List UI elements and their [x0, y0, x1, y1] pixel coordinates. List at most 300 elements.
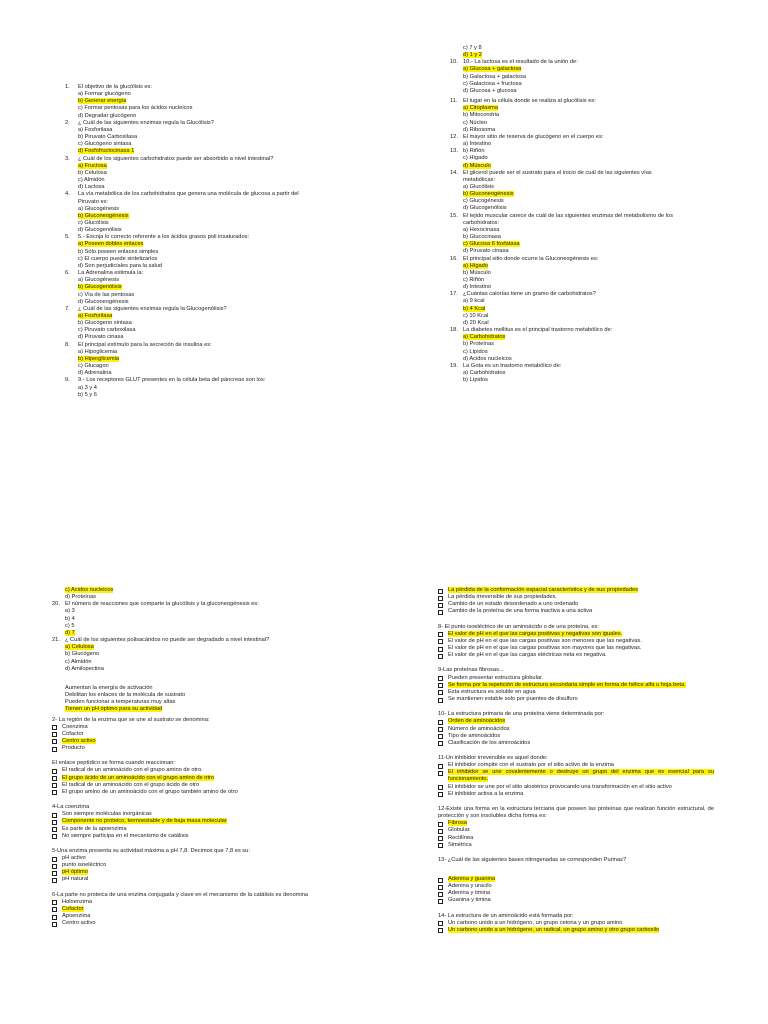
question-line	[65, 84, 355, 91]
checkbox-option	[52, 767, 322, 774]
option-text: pH natural	[62, 876, 89, 883]
answer-option	[52, 651, 322, 658]
option-text: c) Glucólisis	[78, 219, 109, 226]
option-text: d) Fosfofructocinasa 1	[78, 148, 135, 155]
option-text: b) Gluconeogénesis	[463, 191, 514, 198]
option-text: No siempre participa en el mecanismo de catálisis	[62, 832, 189, 839]
option-text: c) Almidón	[65, 658, 92, 665]
question-line	[450, 148, 740, 155]
question-number: 3.	[65, 155, 70, 162]
question-line	[450, 256, 740, 263]
question-line	[52, 637, 322, 644]
question-text: 11-Un inhibidor irreversible es aquel donde:	[438, 754, 548, 761]
option-text: d) Proteínas	[65, 594, 96, 601]
question-number: 10.	[450, 59, 458, 66]
option-text: b) Lípidos	[463, 377, 488, 384]
checkbox-option-highlighted	[438, 587, 714, 594]
answer-option	[65, 263, 355, 270]
checkbox-option	[52, 782, 322, 789]
question-number: 12.	[450, 133, 458, 140]
question-paragraph	[438, 806, 714, 820]
spacer	[438, 798, 714, 806]
checkbox-option-highlighted	[52, 869, 322, 876]
checkbox-option	[52, 811, 322, 818]
option-text: Adenina y timina	[448, 890, 491, 897]
answer-option	[52, 594, 322, 601]
answer-option	[450, 270, 740, 277]
question-heading	[438, 913, 714, 920]
answer-option	[450, 198, 740, 205]
answer-option-highlighted	[450, 306, 740, 313]
option-text: Cambio de un estado desordenado a uno ordenado	[448, 601, 579, 608]
answer-option	[65, 170, 355, 177]
question-text: La diabetes mellitus es el principal trastorno metabólico de:	[463, 327, 613, 334]
question-number: 1.	[65, 84, 70, 90]
option-text: Simétrica	[448, 841, 472, 848]
question-text: El número de reacciones que comparte la glucólisis y la gluconeogénesis es:	[65, 601, 259, 608]
option-text: b) Glucogenólisis	[78, 284, 122, 291]
option-text: El inhibidor se une covalentemente o destruye un grupo del enzima que es esencial para su funcionamiento.	[448, 769, 714, 783]
checkbox-option-highlighted	[438, 820, 714, 827]
answer-option	[65, 299, 355, 306]
option-text: c) Galactosa + fructosa	[463, 80, 522, 87]
option-text: c) Núcleo	[463, 119, 488, 126]
answer-option	[450, 88, 740, 95]
question-number: 13.	[450, 148, 458, 155]
question-text: 8- El punto isoeléctrico de un aminoácido o de una proteína, es:	[438, 623, 599, 630]
option-text: c) Glucosa 6 fosfatasa	[463, 241, 520, 248]
answer-option-highlighted	[450, 66, 740, 73]
question-heading	[438, 857, 714, 864]
answer-option	[450, 120, 740, 127]
option-text: b) Gluconeogénesis	[78, 212, 129, 219]
option-text: Un carbono unido a un hidrógeno, un radical, un grupo amino y otro grupo carboxilo	[448, 926, 660, 933]
question-number: 21.	[52, 637, 60, 644]
answer-option	[450, 248, 740, 255]
option-text: b) Glucógeno sintasa	[78, 320, 132, 327]
question-text: 9-Las proteínas fibrosas...	[438, 667, 504, 674]
option-text: c) Almidón	[78, 177, 105, 184]
question-heading	[438, 755, 714, 762]
question-number: 6.	[65, 270, 70, 277]
checkbox-option	[438, 842, 714, 849]
option-text: Cofactor	[62, 905, 84, 912]
option-text: d) Músculo	[463, 162, 491, 169]
checkbox-option	[52, 899, 322, 906]
option-text: c) Acidos nucleicos	[65, 587, 114, 593]
checkbox-option-highlighted	[438, 876, 714, 883]
option-text: a) 3	[65, 608, 75, 615]
question-line	[65, 342, 355, 349]
spacer	[438, 905, 714, 913]
option-text: c) Glucagon	[78, 363, 109, 370]
option-text: Esta estructura es soluble en agua	[448, 688, 536, 695]
answer-option	[450, 112, 740, 119]
question-number: 14.	[450, 169, 458, 176]
option-text: d) Degradar glucógeno	[78, 112, 137, 119]
checkbox-option	[438, 897, 714, 904]
option-text: d) 20 Kcal	[463, 319, 489, 326]
option-text: b) 5 y 6	[78, 391, 97, 398]
answer-option	[52, 608, 322, 615]
checkbox-option-highlighted	[438, 631, 714, 638]
option-text: Guanina y timina	[448, 897, 491, 904]
checkbox-option	[438, 638, 714, 645]
option-text: c) El cuerpo puede sintetizarlos	[78, 255, 158, 262]
option-text: Fibrosa	[448, 820, 467, 827]
checkbox-option-highlighted	[52, 906, 322, 913]
checkbox-option-highlighted	[438, 927, 714, 934]
answer-option	[450, 74, 740, 81]
answer-option	[65, 127, 355, 134]
answer-option-highlighted	[450, 263, 740, 270]
option-text: c) 7 y 8	[463, 45, 482, 51]
answer-option	[65, 113, 355, 120]
option-text: d) Adrenalina	[78, 370, 112, 377]
question-line	[65, 270, 355, 277]
option-text: d) Glucogenólisis	[78, 227, 122, 234]
question-number: 7.	[65, 305, 70, 312]
question-text: 9.- Los receptores GLUT presentes en la célula beta del páncreas son los:	[78, 377, 266, 384]
option-text: b) Glucógeno	[65, 651, 100, 658]
question-heading	[52, 848, 322, 855]
question-number: 2.	[65, 119, 70, 126]
option-text: Globular.	[448, 827, 471, 834]
question-text: La vía metabólica de los carbohidratos que genera una molécula de glucosa a partir del	[78, 191, 299, 198]
option-text: d) Ribosoma	[463, 126, 496, 133]
question-text: ¿ Cuál de los siguientes polisacáridos no puede ser degradado a nivel intestinal?	[65, 637, 270, 644]
question-text: El enlace peptídico se forma cuando reaccionan:	[52, 760, 175, 767]
option-text: Holoenzima	[62, 898, 93, 905]
answer-option-highlighted	[450, 163, 740, 170]
spacer	[438, 864, 714, 876]
option-text: a) Carbohidratos	[463, 370, 506, 377]
option-text: Orden de aminoácidos	[448, 718, 506, 725]
answer-option	[65, 363, 355, 370]
option-text: d) 1 y 2	[463, 52, 482, 59]
option-text: d) Piruvato cinasa	[463, 248, 509, 255]
option-text: El valor de pH en el que las cargas positivas y negativas son iguales.	[448, 630, 623, 637]
option-text: Apoenzima	[62, 913, 91, 920]
checkbox-option-highlighted	[438, 682, 714, 689]
checkbox-option-highlighted	[438, 718, 714, 725]
answer-option	[450, 45, 740, 52]
option-text: a) Carbohidratos	[463, 334, 506, 341]
answer-option	[450, 220, 740, 227]
option-text: c) Vía de las pentosas	[78, 291, 135, 298]
checkbox-option	[52, 920, 322, 927]
question-number: 11.	[450, 98, 458, 105]
answer-option-highlighted	[52, 587, 322, 594]
option-text: b) Proteínas	[463, 341, 494, 348]
question-text: 4-La coenzima	[52, 804, 90, 811]
option-text: pH activo	[62, 855, 86, 861]
checkbox-option	[438, 696, 714, 703]
question-number: 18.	[450, 327, 458, 334]
answer-option	[65, 141, 355, 148]
answer-option-highlighted	[65, 213, 355, 220]
question-text: 6-La parte no proteica de una enzima conjugada y clave en el mecanismo de la catálisis es denomina	[52, 891, 309, 898]
option-text: Componente no proteico, termoestable y de baja masa molecular	[62, 818, 227, 825]
question-number: 19.	[450, 362, 458, 369]
answer-option	[450, 349, 740, 356]
question-line	[450, 98, 740, 105]
answer-option	[52, 616, 322, 623]
question-number: 16.	[450, 255, 458, 262]
question-number: 8.	[65, 341, 70, 348]
option-text: c) 5	[65, 622, 75, 629]
option-text: El inhibidor activa a la enzima	[448, 790, 524, 797]
answer-option-highlighted	[52, 630, 322, 637]
answer-option-highlighted	[450, 191, 740, 198]
spacer	[52, 752, 322, 760]
option-text: a) Fosforilasa	[78, 313, 113, 319]
option-text: Piruvato es:	[78, 198, 109, 205]
answer-option-highlighted	[65, 356, 355, 363]
option-text: b) Generar energía	[78, 98, 127, 105]
option-text: El valor de pH en el que las cargas positivas son menores que las negativas.	[448, 637, 642, 644]
answer-option	[450, 341, 740, 348]
spacer	[52, 884, 322, 892]
option-text: a) Fosforilasa	[78, 126, 113, 133]
spacer	[52, 673, 322, 685]
answer-option	[65, 105, 355, 112]
question-text: La Adrenalina estimula la:	[78, 270, 144, 277]
question-text: El principal sitio donde ocurre la Gluconeogénesis es:	[463, 255, 599, 262]
spacer	[438, 659, 714, 667]
checkbox-option	[438, 689, 714, 696]
option-text: punto isoeléctrico	[62, 862, 107, 869]
exam-column-top-right	[450, 45, 740, 384]
question-line	[65, 306, 355, 313]
checkbox-option	[438, 762, 714, 769]
checkbox-option	[438, 726, 714, 733]
question-text: El lugar en la célula donde se realiza al glucólisis es:	[463, 98, 596, 105]
question-text: 10.- La lactosa es el resultado de la unión de:	[463, 59, 578, 66]
question-number: 20.	[52, 601, 60, 608]
answer-option-highlighted	[52, 644, 322, 651]
option-text: d) Lactosa	[78, 184, 105, 191]
option-text: c) Formar pentosas para los ácidos nucleicos	[78, 105, 193, 112]
question-text: 14- La estructura de un aminoácido está formada por:	[438, 912, 574, 919]
option-text: pH óptimo	[62, 869, 88, 876]
question-heading	[52, 717, 322, 724]
option-text: metabólicas:	[463, 176, 495, 183]
option-text: Número de aminoácidos	[448, 725, 510, 732]
option-text: d) 7	[65, 629, 75, 636]
checkbox-option-highlighted	[52, 738, 322, 745]
option-text: a) Glucogénesis	[78, 205, 120, 212]
question-text: El principal estímulo para la secreción de insulina es:	[78, 341, 212, 348]
answer-option	[65, 392, 355, 399]
option-text: Es parte de la apoenzima	[62, 825, 127, 832]
answer-option	[65, 91, 355, 98]
question-text: 5.- Escoja lo correcto referente a los ácidos grasos poli insaturados:	[78, 234, 250, 241]
checkbox-option	[438, 601, 714, 608]
option-text: Adenina y guanina	[448, 876, 496, 882]
option-text: Cofactor	[62, 730, 84, 737]
checkbox-option	[52, 789, 322, 796]
question-heading	[438, 624, 714, 631]
spacer	[438, 849, 714, 857]
option-text: a) Glucogénesis	[78, 277, 120, 284]
option-text: El grupo amino de un aminoácido con el grupo también amino de otro	[62, 788, 238, 795]
answer-option	[450, 155, 740, 162]
question-number: 5.	[65, 234, 70, 241]
question-line	[52, 601, 322, 608]
answer-option	[450, 227, 740, 234]
option-text: d) Glucogenólisis	[463, 205, 507, 212]
checkbox-option	[438, 920, 714, 927]
checkbox-option	[52, 826, 322, 833]
checkbox-option-highlighted	[52, 818, 322, 825]
question-line	[65, 156, 355, 163]
answer-option-highlighted	[65, 163, 355, 170]
question-number: 15.	[450, 212, 458, 219]
checkbox-option	[438, 883, 714, 890]
option-text: b) Sólo poseen enlaces simples	[78, 248, 159, 255]
option-text: b) Celulosa	[78, 169, 107, 176]
question-line	[450, 170, 740, 177]
answer-option	[65, 277, 355, 284]
checkbox-option	[438, 733, 714, 740]
answer-option	[65, 292, 355, 299]
question-text: 13- ¿Cuál de las siguientes bases nitrogenadas se corresponden Purinas?	[438, 856, 627, 863]
answer-option-highlighted	[450, 105, 740, 112]
option-text: b) Hiperglicemia	[78, 355, 120, 362]
option-text: b) 4	[65, 615, 75, 622]
answer-option	[450, 177, 740, 184]
option-text: El grupo ácido de un aminoácido con el grupo amino de otro	[62, 774, 215, 781]
answer-option	[450, 141, 740, 148]
exam-column-top-left	[65, 84, 355, 399]
option-text: a) 9 kcal	[463, 298, 485, 305]
answer-option	[450, 284, 740, 291]
option-text: Cambio de la proteína de una forma inactiva a una activa	[448, 608, 593, 615]
answer-option	[52, 699, 322, 706]
answer-option	[65, 227, 355, 234]
checkbox-option	[52, 862, 322, 869]
option-text: Coenzima	[62, 723, 88, 730]
option-text: Rectilínea	[448, 834, 474, 841]
answer-option	[65, 385, 355, 392]
option-text: Tipo de aminoácidos	[448, 732, 501, 739]
answer-option	[65, 220, 355, 227]
answer-option-highlighted	[450, 52, 740, 59]
answer-option-highlighted	[450, 334, 740, 341]
question-text: 5-Una enzima presenta su actividad máxima a pH 7,8. Decimos que 7,8 es su:	[52, 847, 250, 854]
option-text: Producto	[62, 745, 85, 752]
option-text: a) Glucólisis	[463, 183, 494, 190]
option-text: La pérdida irreversible de sus propiedades.	[448, 594, 558, 601]
option-text: a) Hígado	[463, 262, 488, 269]
option-text: a) 3 y 4	[78, 384, 97, 391]
option-text: El inhibidor compite con el sustrato por el sitio activo de la enzima	[448, 762, 614, 769]
answer-option	[450, 370, 740, 377]
option-text: El valor de pH en el que las cargas eléctricas neta es negativa.	[448, 652, 607, 659]
answer-option	[65, 320, 355, 327]
question-number: 4.	[65, 191, 70, 198]
question-text: 12-Existe una forma en la estructura terciaria que poseen las proteínas que realizan función estructural, de protección y son insolubles dicha forma es:	[438, 805, 714, 820]
option-text: El inhibidor se une por el sitio alostérico provocando una transformación en el sitio activo	[448, 783, 672, 790]
question-number: 17.	[450, 291, 458, 298]
answer-option-highlighted	[65, 98, 355, 105]
question-text: El objetivo de la glucólisis es:	[78, 84, 152, 90]
question-heading	[52, 804, 322, 811]
answer-option	[65, 184, 355, 191]
option-text: a) Hexocinasa	[463, 226, 500, 233]
checkbox-option	[438, 827, 714, 834]
checkbox-option	[438, 890, 714, 897]
spacer	[438, 616, 714, 624]
checkbox-option	[52, 833, 322, 840]
option-text: La pérdida de la conformación espacial característica y de sus propiedades	[448, 587, 639, 593]
question-text: ¿ Cuál de las siguientes enzimas regula la Glucólisis?	[78, 119, 214, 126]
answer-option	[450, 234, 740, 241]
question-line	[450, 213, 740, 220]
answer-option	[450, 184, 740, 191]
answer-option	[450, 127, 740, 134]
question-line	[65, 377, 355, 384]
answer-option-highlighted	[65, 148, 355, 155]
option-text: c) Hígado	[463, 155, 488, 162]
option-text: Son siempre moléculas inorgánicas	[62, 811, 152, 818]
answer-option-highlighted	[65, 241, 355, 248]
answer-option	[65, 334, 355, 341]
answer-option	[52, 685, 322, 692]
answer-option	[65, 206, 355, 213]
answer-option	[450, 356, 740, 363]
answer-option-highlighted	[65, 313, 355, 320]
option-text: a) Glucosa + galactosa	[463, 66, 522, 73]
spacer	[52, 796, 322, 804]
question-heading	[52, 760, 322, 767]
answer-option	[450, 81, 740, 88]
question-line	[450, 363, 740, 370]
question-text: b) Riñón	[463, 148, 485, 155]
option-text: c) 10 Kcal	[463, 312, 489, 319]
option-text: Adenina y uracilo	[448, 883, 492, 890]
option-text: Clasificación de los aminoácidos	[448, 739, 531, 746]
checkbox-option	[438, 594, 714, 601]
option-text: c) Piruvato carboxilasa	[78, 327, 136, 334]
spacer	[52, 840, 322, 848]
option-text: Tienen un pH óptimo para su actividad	[65, 706, 163, 713]
question-line	[450, 59, 740, 66]
answer-option-highlighted	[52, 706, 322, 713]
option-text: b) Músculo	[463, 269, 491, 276]
answer-option	[65, 327, 355, 334]
option-text: a) Intestino	[463, 141, 492, 148]
exam-column-bottom-right	[438, 587, 714, 934]
option-text: d) Glucosa + glucosa	[463, 87, 517, 94]
question-text: La Gota es un trastorno metabólico de:	[463, 362, 562, 369]
answer-option	[65, 134, 355, 141]
option-text: d) Acidos nucleicos	[463, 355, 512, 362]
answer-option	[450, 277, 740, 284]
option-text: carbohidratos:	[463, 219, 500, 226]
answer-option	[450, 320, 740, 327]
question-number: 9.	[65, 377, 70, 384]
checkbox-option	[438, 791, 714, 798]
question-line	[65, 191, 355, 198]
question-line	[450, 134, 740, 141]
answer-option	[52, 666, 322, 673]
checkbox-option-highlighted	[438, 769, 714, 783]
option-text: d) Son perjudiciales para la salud	[78, 262, 163, 269]
checkbox-option	[438, 652, 714, 659]
question-text: El tejido muscular carece de cuál de las siguientes enzimas del metabolismo de los	[463, 212, 673, 219]
